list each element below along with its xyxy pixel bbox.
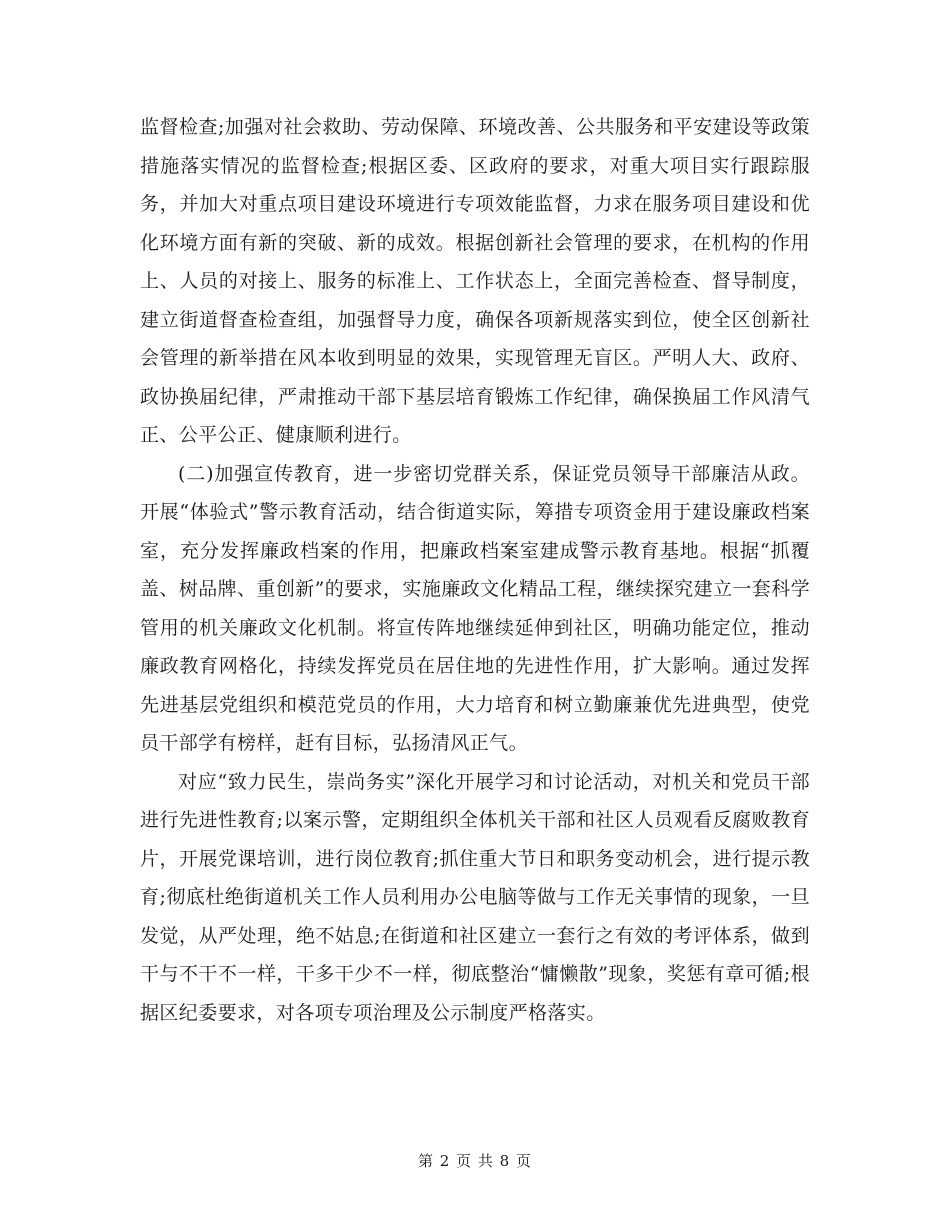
document-body — [140, 108, 810, 1032]
page-number-footer: 第 2 页 共 8 页 — [418, 1152, 532, 1170]
paragraph-publicity-education: (二)加强宣传教育，进一步密切党群关系，保证党员领导干部廉洁从政。开展“体验式”警示教育活动，结合街道实际，筹措专项资金用于建设廉政档案室，充分发挥廉政档案的作用，把廉政档案室建成警示教育基地。根据“抓覆盖、树品牌、重创新”的要求，实施廉政文化精品工程，继续探究建立一套科学管用的机关廉政文化机制。将宣传阵地继续延伸到社区，明确功能定位，推动廉政教育网格化，持续发挥党员在居住地的先进性作用，扩大影响。通过发挥先进基层党组织和模范党员的作用，大力培育和树立勤廉兼优先进典型，使党员干部学有榜样，赶有目标，弘扬清风正气。 — [140, 462, 810, 754]
paragraph-study-activities: 对应“致力民生，崇尚务实”深化开展学习和讨论活动，对机关和党员干部进行先进性教育;以案示警，定期组织全体机关干部和社区人员观看反腐败教育片，开展党课培训，进行岗位教育;抓住重大节日和职务变动机会，进行提示教育;彻底杜绝街道机关工作人员利用办公电脑等做与工作无关事情的现象，一旦发觉，从严处理，绝不姑息;在街道和社区建立一套行之有效的考评体系，做到干与不干不一样，干多干少不一样，彻底整治“慵懒散”现象，奖惩有章可循;根据区纪委要求，对各项专项治理及公示制度严格落实。 — [140, 770, 810, 1024]
paragraph-supervision: 监督检查;加强对社会救助、劳动保障、环境改善、公共服务和平安建设等政策措施落实情况的监督检查;根据区委、区政府的要求，对重大项目实行跟踪服务，并加大对重点项目建设环境进行专项效能监督，力求在服务项目建设和优化环境方面有新的突破、新的成效。根据创新社会管理的要求，在机构的作用上、人员的对接上、服务的标准上、工作状态上，全面完善检查、督导制度，建立街道督查检查组，加强督导力度，确保各项新规落实到位，使全区创新社会管理的新举措在风本收到明显的效果，实现管理无盲区。严明人大、政府、政协换届纪律，严肃推动干部下基层培育锻炼工作纪律，确保换届工作风清气正、公平公正、健康顺利进行。 — [140, 116, 810, 446]
